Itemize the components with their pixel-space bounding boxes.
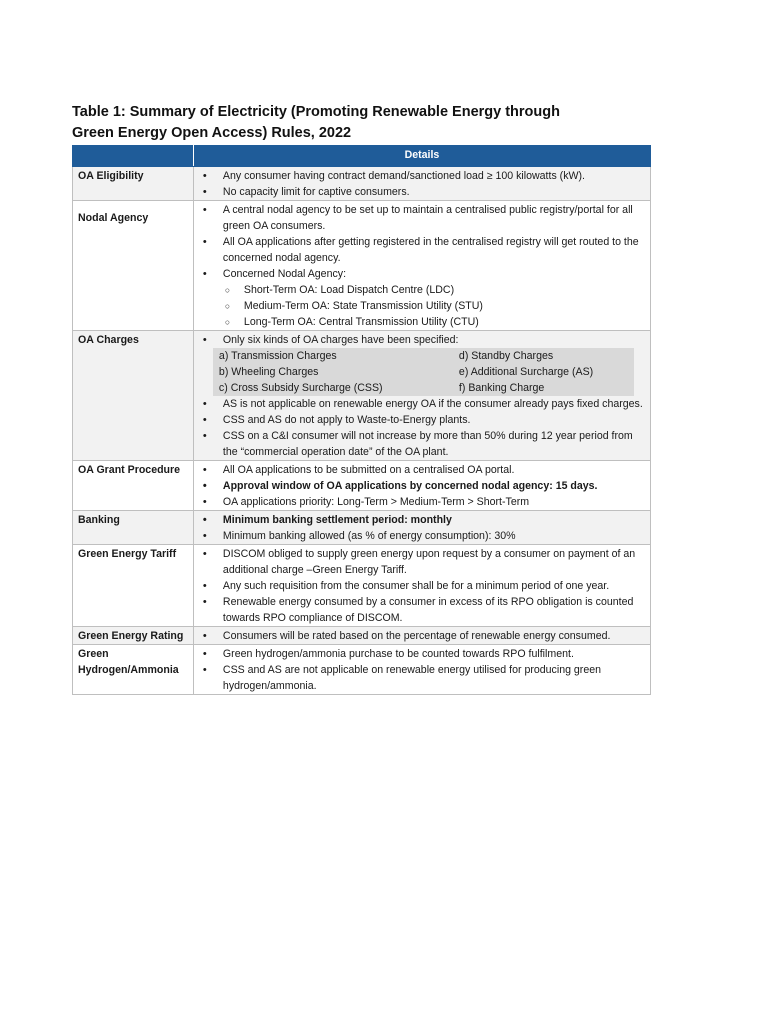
list-item: • Green hydrogen/ammonia purchase to be counted towards RPO fulfilment. bbox=[199, 646, 646, 662]
document-title bbox=[72, 102, 672, 144]
row-banking bbox=[73, 511, 651, 545]
row-label-text: Nodal Agency bbox=[78, 212, 149, 224]
list-item: • All OA applications to be submitted on a centralised OA portal. bbox=[199, 462, 646, 478]
row-details bbox=[193, 201, 650, 331]
row-green-energy-tariff bbox=[73, 545, 651, 627]
list-item: • Approval window of OA applications by concerned nodal agency: 15 days. bbox=[199, 478, 646, 494]
list-item: • CSS on a C&I consumer will not increase by more than 50% during 12 year period from the “commercial operation date” of the OA plant. bbox=[199, 428, 646, 460]
header-empty-cell bbox=[73, 146, 194, 167]
row-oa-charges bbox=[73, 331, 651, 461]
row-details bbox=[193, 627, 650, 645]
row-details bbox=[193, 511, 650, 545]
charge-item: f) Banking Charge bbox=[458, 382, 545, 394]
row-details bbox=[193, 331, 650, 461]
list-item: • Minimum banking settlement period: monthly bbox=[199, 512, 646, 528]
title-line-2: Green Energy Open Access) Rules, 2022 bbox=[72, 125, 352, 141]
charge-item: c) Cross Subsidy Surcharge (CSS) bbox=[218, 382, 383, 394]
title-line-1: Table 1: Summary of Electricity (Promoting Renewable Energy through bbox=[72, 104, 560, 120]
list-item: • Only six kinds of OA charges have been specified: bbox=[199, 332, 646, 348]
row-nodal-agency bbox=[73, 201, 651, 331]
row-label bbox=[73, 201, 194, 331]
list-item: • All OA applications after getting registered in the centralised registry will get routed to the concerned nodal agency. bbox=[199, 234, 646, 266]
row-label: OA Eligibility bbox=[73, 167, 194, 201]
row-green-hydrogen bbox=[73, 645, 651, 695]
row-details bbox=[193, 545, 650, 627]
list-item: • Any consumer having contract demand/sanctioned load ≥ 100 kilowatts (kW). bbox=[199, 168, 646, 184]
list-item: • CSS and AS are not applicable on renewable energy utilised for producing green hydrogen/ammonia. bbox=[199, 662, 646, 694]
row-label: OA Charges bbox=[73, 331, 194, 461]
summary-table bbox=[72, 145, 651, 695]
row-details bbox=[193, 167, 650, 201]
header-details: Details bbox=[193, 146, 650, 167]
row-label: OA Grant Procedure bbox=[73, 461, 194, 511]
row-oa-eligibility bbox=[73, 167, 651, 201]
list-item: • DISCOM obliged to supply green energy upon request by a consumer on payment of an additional charge –Green Energy Tariff. bbox=[199, 546, 646, 578]
charge-item: a) Transmission Charges bbox=[218, 350, 337, 362]
list-item: • CSS and AS do not apply to Waste-to-Energy plants. bbox=[199, 412, 646, 428]
list-item: • Minimum banking allowed (as % of energy consumption): 30% bbox=[199, 528, 646, 544]
list-item: • Renewable energy consumed by a consumer in excess of its RPO obligation is counted towards RPO compliance of DISCOM. bbox=[199, 594, 646, 626]
row-label: Green Energy Tariff bbox=[73, 545, 194, 627]
list-item: • AS is not applicable on renewable energy OA if the consumer already pays fixed charges. bbox=[199, 396, 646, 412]
charges-grid bbox=[213, 348, 634, 396]
table-header-row bbox=[73, 146, 651, 167]
sub-list-item: ○ Long-Term OA: Central Transmission Utility (CTU) bbox=[199, 314, 646, 330]
list-item: • Consumers will be rated based on the percentage of renewable energy consumed. bbox=[199, 628, 646, 644]
charge-item: b) Wheeling Charges bbox=[218, 366, 319, 378]
charge-item: e) Additional Surcharge (AS) bbox=[458, 366, 594, 378]
list-item: • Concerned Nodal Agency: bbox=[199, 266, 646, 282]
row-details bbox=[193, 645, 650, 695]
sub-list-item: ○ Short-Term OA: Load Dispatch Centre (LDC) bbox=[199, 282, 646, 298]
row-label: Green Hydrogen/Ammonia bbox=[73, 645, 194, 695]
row-oa-grant-procedure bbox=[73, 461, 651, 511]
row-label: Banking bbox=[73, 511, 194, 545]
list-item: • OA applications priority: Long-Term > Medium-Term > Short-Term bbox=[199, 494, 646, 510]
sub-list-item: ○ Medium-Term OA: State Transmission Utility (STU) bbox=[199, 298, 646, 314]
list-item: • Any such requisition from the consumer shall be for a minimum period of one year. bbox=[199, 578, 646, 594]
row-green-energy-rating bbox=[73, 627, 651, 645]
row-label: Green Energy Rating bbox=[73, 627, 194, 645]
row-details bbox=[193, 461, 650, 511]
list-item: • No capacity limit for captive consumers. bbox=[199, 184, 646, 200]
charge-item: d) Standby Charges bbox=[458, 350, 554, 362]
list-item: • A central nodal agency to be set up to maintain a centralised public registry/portal for all green OA consumers. bbox=[199, 202, 646, 234]
